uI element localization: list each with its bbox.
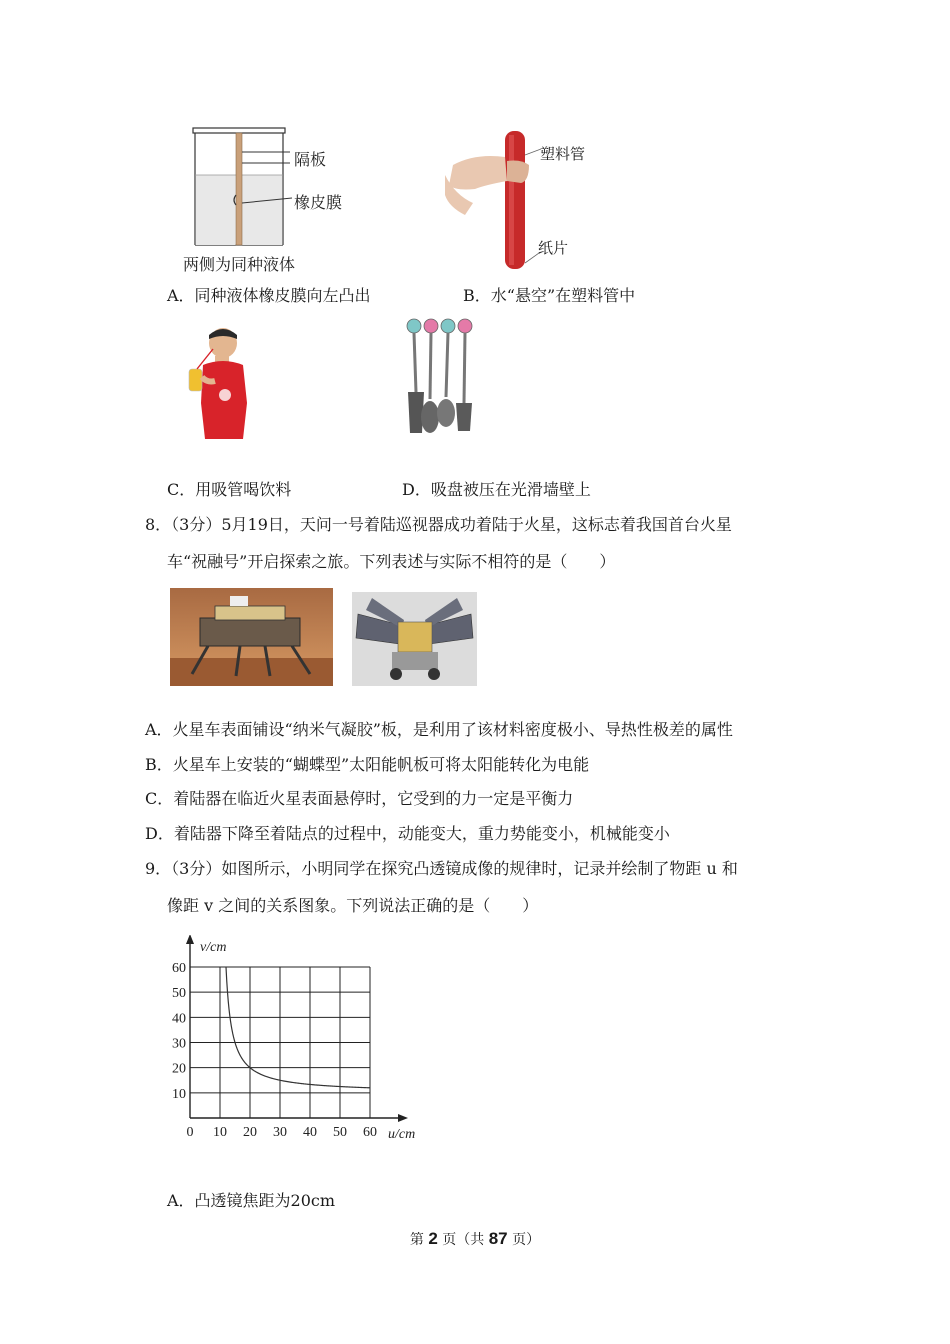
tube-label: 塑料管 <box>540 145 586 163</box>
q8-option-b: B．火星车上安装的“蝴蝶型”太阳能帆板可将太阳能转化为电能 <box>145 755 590 774</box>
x-tick-label: 0 <box>186 1125 194 1140</box>
option-b-q7: B．水“悬空”在塑料管中 <box>463 286 636 305</box>
y-axis-arrow <box>186 935 194 944</box>
q8-line2: 车“祝融号”开启探索之旅。下列表述与实际不相符的是（ ） <box>167 552 616 571</box>
photo-mars-rover <box>352 592 477 686</box>
page-footer <box>0 1229 950 1249</box>
y-tick-label: 30 <box>172 1036 186 1052</box>
y-tick-label: 10 <box>172 1086 186 1102</box>
paper-label: 纸片 <box>538 239 569 257</box>
figure-a-caption: 两侧为同种液体 <box>183 255 296 274</box>
partition-label: 隔板 <box>294 150 327 169</box>
y-tick-label: 60 <box>172 961 186 976</box>
y-tick-label: 40 <box>172 1011 186 1027</box>
x-tick-label: 30 <box>273 1125 287 1140</box>
photo-mars-lander <box>170 588 333 686</box>
q9-option-a: A．凸透镜焦距为20cm <box>167 1191 336 1210</box>
q9-line1: 9．（3分）如图所示，小明同学在探究凸透镜成像的规律时，记录并绘制了物距 u 和 <box>145 859 738 878</box>
lens-imaging-chart <box>165 935 435 1150</box>
figure-boy-drinking <box>185 325 255 445</box>
footer-total-pages: 87 <box>488 1229 508 1248</box>
series-line <box>223 935 370 1088</box>
membrane-label: 橡皮膜 <box>294 193 343 212</box>
x-tick-label: 60 <box>363 1125 377 1140</box>
option-c-q7: C．用吸管喝饮料 <box>167 480 292 499</box>
x-tick-label: 10 <box>213 1125 227 1140</box>
x-tick-label: 40 <box>303 1125 317 1140</box>
option-a-q7: A．同种液体橡皮膜向左凸出 <box>167 286 371 305</box>
q8-line1: 8．（3分）5月19日，天问一号着陆巡视器成功着陆于火星，这标志着我国首台火星 <box>145 515 732 534</box>
option-d-q7: D．吸盘被压在光滑墙壁上 <box>402 480 591 499</box>
y-tick-label: 50 <box>172 986 186 1002</box>
figure-suction-hooks <box>400 317 485 442</box>
footer-suffix: 页） <box>512 1232 541 1248</box>
q8-option-c: C．着陆器在临近火星表面悬停时，它受到的力一定是平衡力 <box>145 789 574 808</box>
q9-line2: 像距 v 之间的关系图象。下列说法正确的是（ ） <box>167 896 539 915</box>
x-axis-label: u/cm <box>388 1127 416 1142</box>
footer-middle: 页（共 <box>442 1232 485 1248</box>
y-axis-label: v/cm <box>200 940 227 955</box>
x-tick-label: 20 <box>243 1125 257 1140</box>
footer-page-number: 2 <box>428 1229 438 1248</box>
q8-option-a: A．火星车表面铺设“纳米气凝胶”板，是利用了该材料密度极小、导热性极差的属性 <box>145 720 733 739</box>
y-tick-label: 20 <box>172 1061 186 1077</box>
q8-option-d: D．着陆器下降至着陆点的过程中，动能变大，重力势能变小，机械能变小 <box>145 824 670 843</box>
x-tick-label: 50 <box>333 1125 347 1140</box>
footer-prefix: 第 <box>409 1232 424 1248</box>
x-axis-arrow <box>398 1114 408 1122</box>
